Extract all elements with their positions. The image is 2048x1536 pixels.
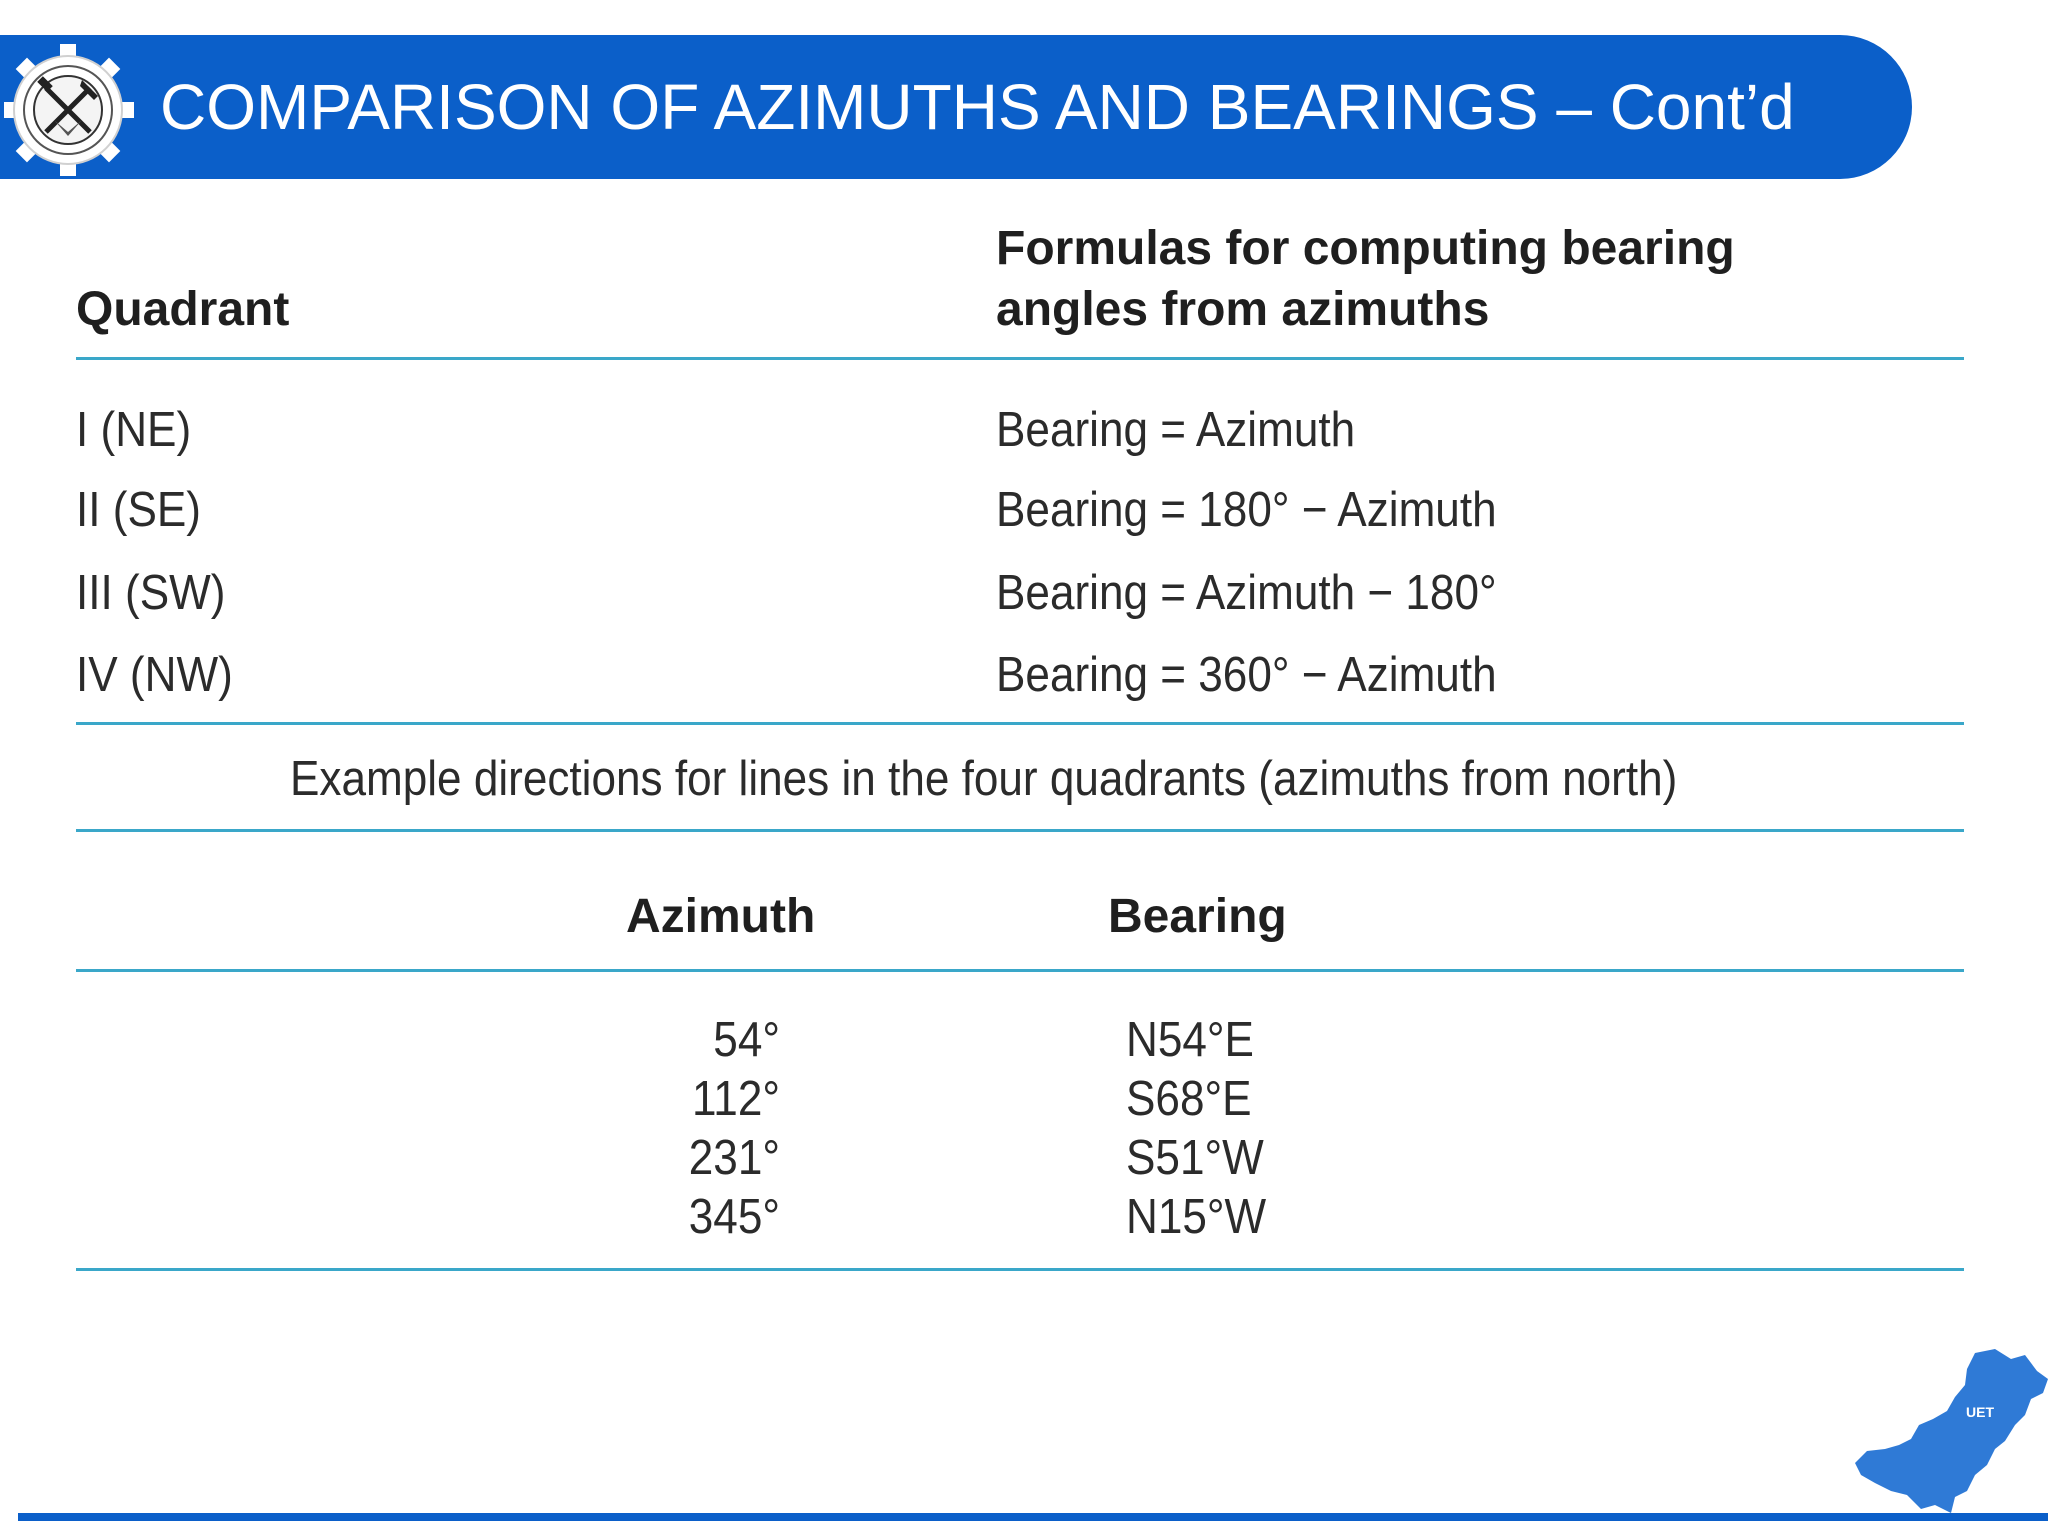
example-caption: Example directions for lines in the four quadrants (azimuths from north) [290, 752, 1678, 806]
formula-cell: Bearing = Azimuth − 180° [996, 566, 1497, 620]
bearing-cell: S51°W [1126, 1131, 1264, 1185]
azimuth-cell: 112° [692, 1072, 780, 1126]
page-title: COMPARISON OF AZIMUTHS AND BEARINGS – Cont’d [160, 71, 1795, 143]
example-header-rule [76, 969, 1964, 972]
quadrant-cell: II (SE) [76, 483, 201, 537]
azimuth-cell: 345° [688, 1190, 780, 1244]
header-rule [76, 357, 1964, 360]
azimuth-cell: 54° [713, 1013, 780, 1067]
footer-line [18, 1513, 2048, 1521]
formula-header-line2: angles from azimuths [996, 283, 1490, 336]
azimuth-header: Azimuth [626, 890, 816, 943]
bearing-cell: N54°E [1126, 1013, 1254, 1067]
example-table-bottom-rule [76, 1268, 1964, 1271]
bearing-cell: N15°W [1126, 1190, 1267, 1244]
quadrant-header: Quadrant [76, 283, 290, 336]
quadrant-cell: IV (NW) [76, 648, 233, 702]
pakistan-map-icon [1855, 1345, 2048, 1515]
formula-table-bottom-rule [76, 722, 1964, 725]
formula-header-line1: Formulas for computing bearing [996, 222, 1735, 275]
formula-cell: Bearing = Azimuth [996, 403, 1356, 457]
formula-cell: Bearing = 360° − Azimuth [996, 648, 1497, 702]
azimuth-cell: 231° [688, 1131, 780, 1185]
university-crest-icon [4, 38, 134, 178]
bearing-header: Bearing [1108, 890, 1287, 943]
formula-cell: Bearing = 180° − Azimuth [996, 483, 1497, 537]
quadrant-cell: I (NE) [76, 403, 192, 457]
quadrant-cell: III (SW) [76, 566, 226, 620]
map-label: UET [1966, 1404, 1994, 1420]
bearing-cell: S68°E [1126, 1072, 1252, 1126]
caption-rule [76, 829, 1964, 832]
